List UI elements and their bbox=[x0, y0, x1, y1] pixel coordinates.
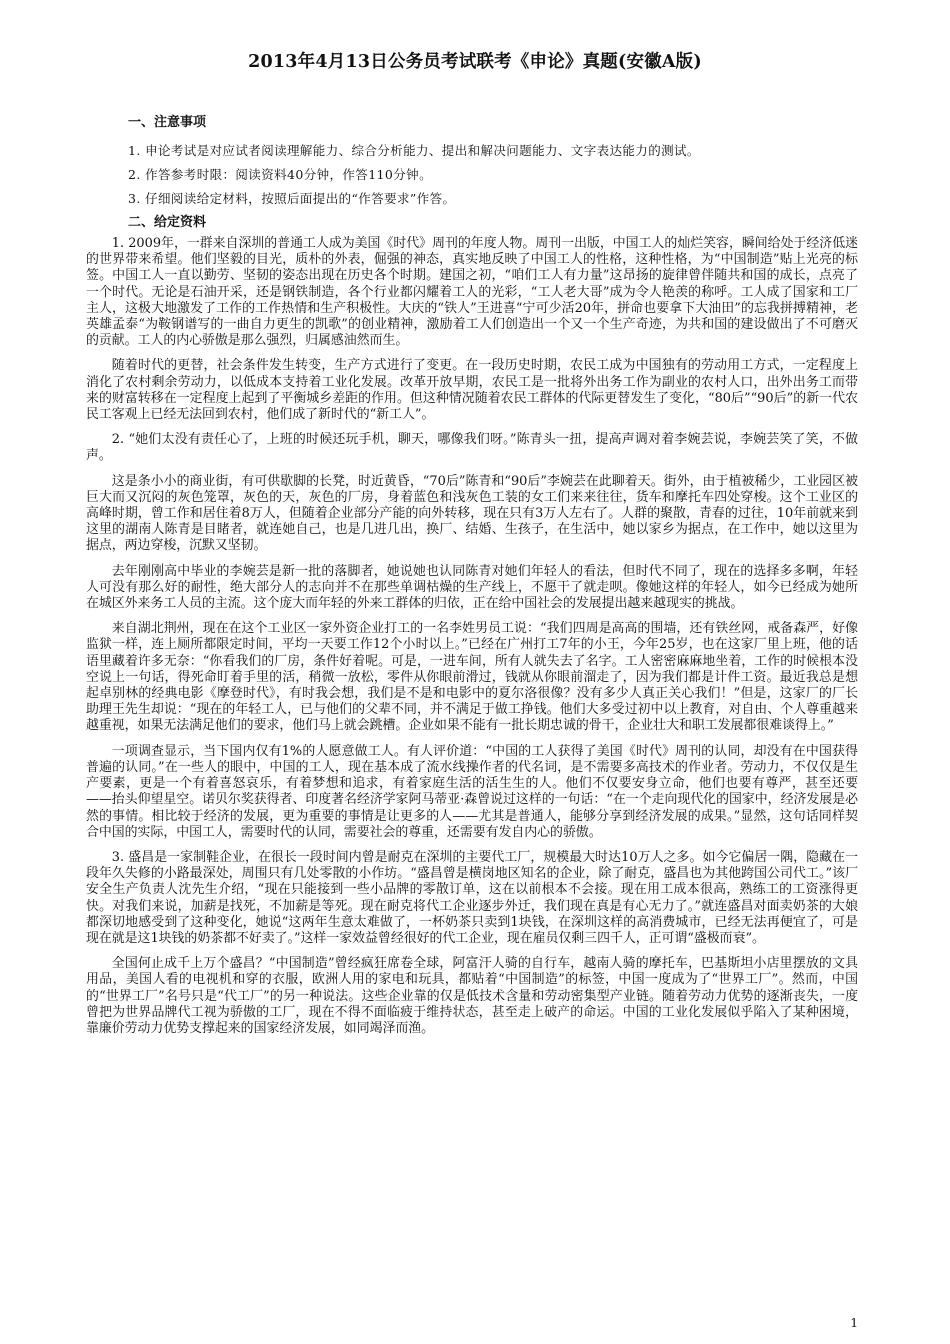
page-number: 1 bbox=[850, 1316, 858, 1330]
material-paragraph: 一项调查显示，当下国内仅有1%的人愿意做工人。有人评价道：“中国的工人获得了美国《时代》周刊的认同，却没有在中国获得普遍的认同。”在一些人的眼中，中国的工人，现在基本成了流水线操作者的代名词，是不需要多高技术的作业者。劳动力，不仅仅是生产要素，更是一个有着喜怒哀乐，有着梦想和追求，有着家庭生活的活生生的人。他们不仅要安身立命，他们也要有尊严，甚至还要——抬头仰望星空。诺贝尔奖获得者、印度著名经济学家阿马蒂亚·森曾说过这样的一句话：“在一个走向现代化的国家中，经济发展是必然的事情。相比较于经济的发展，更为重要的事情是让更多的人——尤其是普通人，能够分享到经济发展的成果。”显然，这句话同样契合中国的实际，中国工人，需要时代的认同，需要社会的尊重，还需要有发自内心的骄傲。 bbox=[86, 743, 858, 840]
material-paragraph: 这是条小小的商业街，有可供歇脚的长凳，时近黄昏，“70后”陈青和“90后”李婉芸在此聊着天。街外，由于植被稀少，工业园区被巨大而又沉闷的灰色笼罩，灰色的天，灰色的厂房，身着蓝色和浅灰色工装的女工们来来往往，货车和摩托车四处穿梭。这个工业区的高峰时期，曾工作和居住着8万人，但随着企业部分产能的向外转移，现在只有3万人左右了。人群的聚散，青春的过往，10年前就来到这里的湖南人陈青是目睹者，就连她自己，也是几进几出，换厂、结婚、生孩子，在生活中，她以家乡为据点，在工作中，她以这里为据点，两边穿梭，沉默又坚韧。 bbox=[86, 473, 858, 554]
section-heading-notes: 一、注意事项 bbox=[128, 115, 207, 130]
material-paragraph: 2. “她们太没有责任心了，上班的时候还玩手机，聊天，哪像我们呀。”陈青头一扭，提高声调对着李婉芸说，李婉芸笑了笑，不做声。 bbox=[86, 432, 858, 464]
material-paragraph: 1. 2009年，一群来自深圳的普通工人成为美国《时代》周刊的年度人物。周刊一出版，中国工人的灿烂笑容，瞬间给处于经济低迷的世界带来希望。他们坚毅的目光，质朴的外表，倔强的神态，真实地反映了中国工人的性格，这种性格，为“中国制造”贴上光亮的标签。中国工人一直以勤劳、坚韧的姿态出现在历史各个时期。建国之初，“咱们工人有力量”这昂扬的旋律曾伴随共和国的成长，点亮了一个时代。无论是石油开采，还是钢铁制造，各个行业都闪耀着工人的光彩，“工人老大哥”成为令人艳羡的称呼。工人成了国家和工厂主人，这极大地激发了工作的工作热情和生产积极性。大庆的“铁人”王进喜“宁可少活20年，拼命也要拿下大油田”的忘我拼搏精神，老英雄孟泰“为鞍钢谱写的一曲自力更生的凯歌”的创业精神，激励着工人们创造出一个又一个生产奇迹，为共和国的建设做出了不可磨灭的贡献。工人的内心骄傲是那么强烈，归属感油然而生。 bbox=[86, 236, 858, 349]
document-title: 2013年4月13日公务员考试联考《申论》真题(安徽A版) bbox=[248, 52, 702, 72]
material-paragraph: 3. 盛昌是一家制鞋企业，在很长一段时间内曾是耐克在深圳的主要代工厂，规模最大时达10万人之多。如今它偏居一隅，隐藏在一段年久失修的小路最深处，周围只有几处零散的小作坊。“盛昌曾是横岗地区知名的企业，除了耐克，盛昌也为其他跨国公司代工。”该厂安全生产负责人沈先生介绍，“现在只能接到一些小品牌的零散订单，这在以前根本不会接。现在用工成本很高，熟练工的工资涨得更快。对我们来说，加薪是找死，不加薪是等死。现在耐克将代工企业逐步外迁，我们现在真是有心无力了。”就连盛昌对面卖奶茶的大娘都深切地感受到了这种变化，她说“这两年生意太难做了，一杯奶茶只卖到1块钱，在深圳这样的高消费城市，已经无法再便宜了，可是现在就是这1块钱的奶茶都不好卖了。”这样一家效益曾经很好的代工企业，现在雇员仅剩三四千人，正可谓“盛极而衰”。 bbox=[86, 849, 858, 946]
material-paragraph: 全国何止成千上万个盛昌？“中国制造”曾经疯狂席卷全球，阿富汗人骑的自行车，越南人骑的摩托车，巴基斯坦小店里摆放的文具用品，美国人看的电视机和穿的衣服，欧洲人用的家电和玩具，都贴着“中国制造”的标签，中国一度成为了“世界工厂”。然而，中国的“世界工厂”名号只是“代工厂”的另一种说法。这些企业靠的仅是低技术含量和劳动密集型产业链。随着劳动力优势的逐渐丧失，一度曾把为世界品牌代工视为骄傲的工厂，现在不得不面临疲于维持状态，甚至走上破产的命运。中国的工业化发展似乎陷入了某种困境，靠廉价劳动力优势支撑起来的国家经济发展，如同竭泽而渔。 bbox=[86, 956, 858, 1036]
note-item: 3. 仔细阅读给定材料，按照后面提出的“作答要求”作答。 bbox=[128, 191, 456, 206]
document-body bbox=[86, 112, 858, 1046]
note-item: 1. 申论考试是对应试者阅读理解能力、综合分析能力、提出和解决问题能力、文字表达能力的测试。 bbox=[128, 143, 700, 158]
material-paragraph: 随着时代的更替，社会条件发生转变，生产方式进行了变更。在一段历史时期，农民工成为中国独有的劳动用工方式，一定程度上消化了农村剩余劳动力，以低成本支持着工业化发展。改革开放早期，农民工是一批将外出务工作为副业的农村人口，出外出务工而带来的财富转移在一定程度上起到了平衡城乡差距的作用。但这种情况随着农民工群体的代际更替发生了变化，“80后”“90后”的新一代农民工客观上已经无法回到农村，他们成了新时代的“新工人”。 bbox=[86, 358, 858, 423]
material-paragraph: 去年刚刚高中毕业的李婉芸是新一批的落脚者，她说她也认同陈青对她们年轻人的看法，但时代不同了，现在的选择多多啊，年轻人可没有那么好的耐性，绝大部分人的志向并不在那些单调枯燥的生产线上，不愿干了就走呗。像她这样的年轻人，如今已经成为她所在城区外来务工人员的主流。这个庞大而年轻的外来工群体的归依，正在给中国社会的发展提出越来越现实的挑战。 bbox=[86, 563, 858, 612]
material-paragraph: 来自湖北荆州，现在在这个工业区一家外资企业打工的一名李姓男员工说：“我们四周是高高的围墙，还有铁丝网，戒备森严，好像监狱一样，连上厕所都限定时间，平均一天要工作12个小时以上。”已经在广州打工7年的小王，今年25岁，也在这家厂里上班，他的话语里藏着许多无奈：“你看我们的厂房，条件好着呢。可是，一进车间，所有人就失去了名字。工人密密麻麻地坐着，工作的时候根本没空说上一句话，得死命盯着手里的活，稍微一放松，零件从你眼前滑过，钱就从你眼前溜走了，因为我们都是计件工资。最近我总是想起卓别林的经典电影《摩登时代》，有时我会想，我们是不是和电影中的夏尔洛很像？没有多少人真正关心我们！”但是，这家厂的厂长助理王先生却说：“现在的年轻工人，已与他们的父辈不同，并不满足于做工挣钱。他们大多受过初中以上教育，对自由、个人尊重越来越重视，如果无法满足他们的要求，他们马上就会跳槽。企业如果不能有一批长期忠诚的骨干，企业壮大和职工发展都很难谈得上。” bbox=[86, 621, 858, 734]
section-heading-materials: 二、给定资料 bbox=[128, 215, 207, 230]
note-item: 2. 作答参考时限：阅读资料40分钟，作答110分钟。 bbox=[128, 167, 432, 182]
